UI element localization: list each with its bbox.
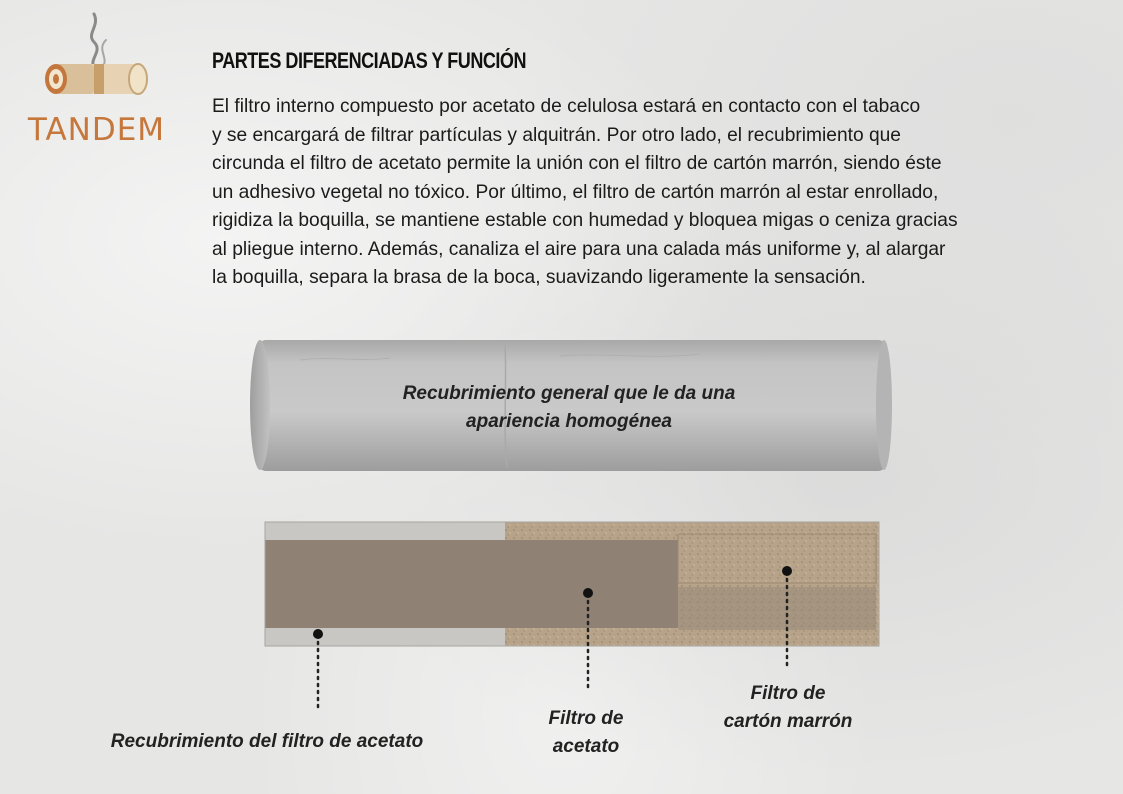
- label-line: cartón marrón: [723, 711, 853, 732]
- paragraph-line: y se encargará de filtrar partículas y alquitrán. Por otro lado, el recubrimiento que: [212, 124, 901, 146]
- label-acetate-filter: [520, 705, 652, 761]
- paragraph-line: rigidiza la boquilla, se mantiene estable con humedad y bloquea migas o ceniza gracias: [212, 210, 958, 231]
- label-cardboard-filter: [700, 680, 876, 736]
- label-acetate-coating: [72, 728, 462, 756]
- logo-wordmark: TANDEM: [27, 112, 166, 148]
- label-line: Filtro de: [750, 683, 826, 704]
- page-title: PARTES DIFERENCIADAS Y FUNCIÓN: [212, 48, 527, 73]
- label-general-coating: [345, 380, 793, 436]
- label-line: acetato: [552, 736, 620, 757]
- paragraph-line: un adhesivo vegetal no tóxico. Por último, el filtro de cartón marrón al estar enrollado,: [212, 181, 939, 203]
- paragraph-line: circunda el filtro de acetato permite la unión con el filtro de cartón marrón, siendo éste: [212, 153, 942, 174]
- paragraph-line: El filtro interno compuesto por acetato de celulosa estará en contacto con el tabaco: [212, 96, 921, 117]
- label-line: Recubrimiento del filtro de acetato: [110, 731, 424, 752]
- label-line: apariencia homogénea: [466, 411, 672, 432]
- paragraph-line: al pliegue interno. Además, canaliza el aire para una calada más uniforme y, al alargar: [212, 238, 946, 260]
- paragraph-line: la boquilla, separa la brasa de la boca, suavizando ligeramente la sensación.: [212, 267, 866, 288]
- label-line: Recubrimiento general que le da una: [402, 383, 736, 404]
- label-line: Filtro de: [548, 708, 624, 729]
